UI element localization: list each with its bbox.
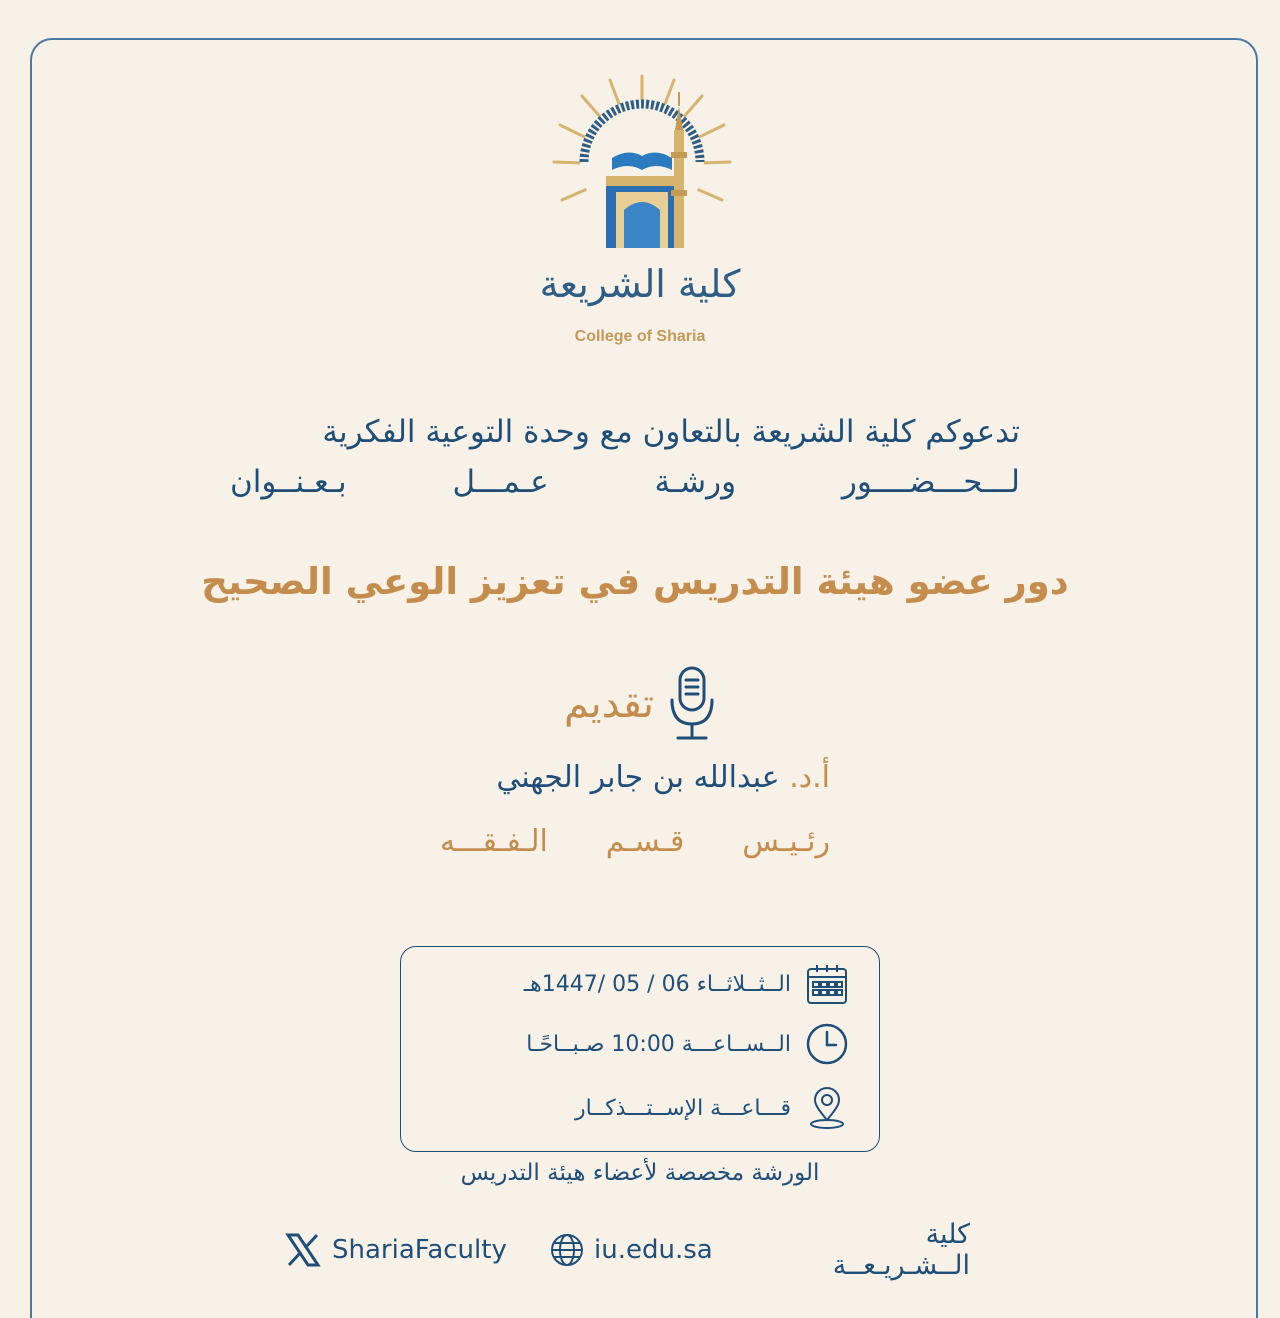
presenter-heading [540,664,740,744]
college-logo [550,70,735,255]
x-logo-icon [284,1231,322,1269]
microphone-icon [668,666,716,742]
invitation-line-1: تدعوكم كلية الشريعة بالتعاون مع وحدة التوعية الفكرية [322,414,1020,450]
calendar-icon [805,962,849,1006]
globe-icon [550,1233,584,1267]
event-date: الــثــلاثــاء 06 / 05 /1447هـ [523,971,791,997]
presenter-role: رئـيـس قـسـم الـفـقـــه [440,824,830,859]
college-name-footer: كلية الــشـريـعــة [832,1219,970,1281]
event-details-box [400,946,880,1152]
place-row [441,1083,849,1133]
website-link[interactable] [550,1228,713,1272]
presenter-name: عبدالله بن جابر الجهني [496,760,780,795]
logo-arabic-name: كلية الشريعة [539,262,741,306]
location-pin-icon [805,1086,849,1130]
invitation-line-2: لـــحـــضــــور ورشـة عـمـــل بـعـنــوان [230,464,1020,500]
audience-note: الورشة مخصصة لأعضاء هيئة التدريس [460,1160,820,1186]
presenter-name-line [400,760,830,795]
event-time: الــســاعـــة 10:00 صـبــاحًـا [526,1031,791,1057]
logo-english-name: College of Sharia [574,328,706,345]
presenter-label: تقديم [563,681,655,727]
presenter-title-prefix: أ.د. [789,760,830,795]
event-place: قـــاعـــة الإســتـــذكــار [574,1095,791,1121]
workshop-title: دور عضو هيئة التدريس في تعزيز الوعي الصحيح [201,560,1069,603]
website-url: iu.edu.sa [594,1235,713,1265]
time-row [441,1019,849,1069]
x-handle: ShariaFaculty [332,1235,507,1265]
date-row [441,959,849,1009]
clock-icon [805,1022,849,1066]
x-account[interactable] [284,1228,507,1272]
